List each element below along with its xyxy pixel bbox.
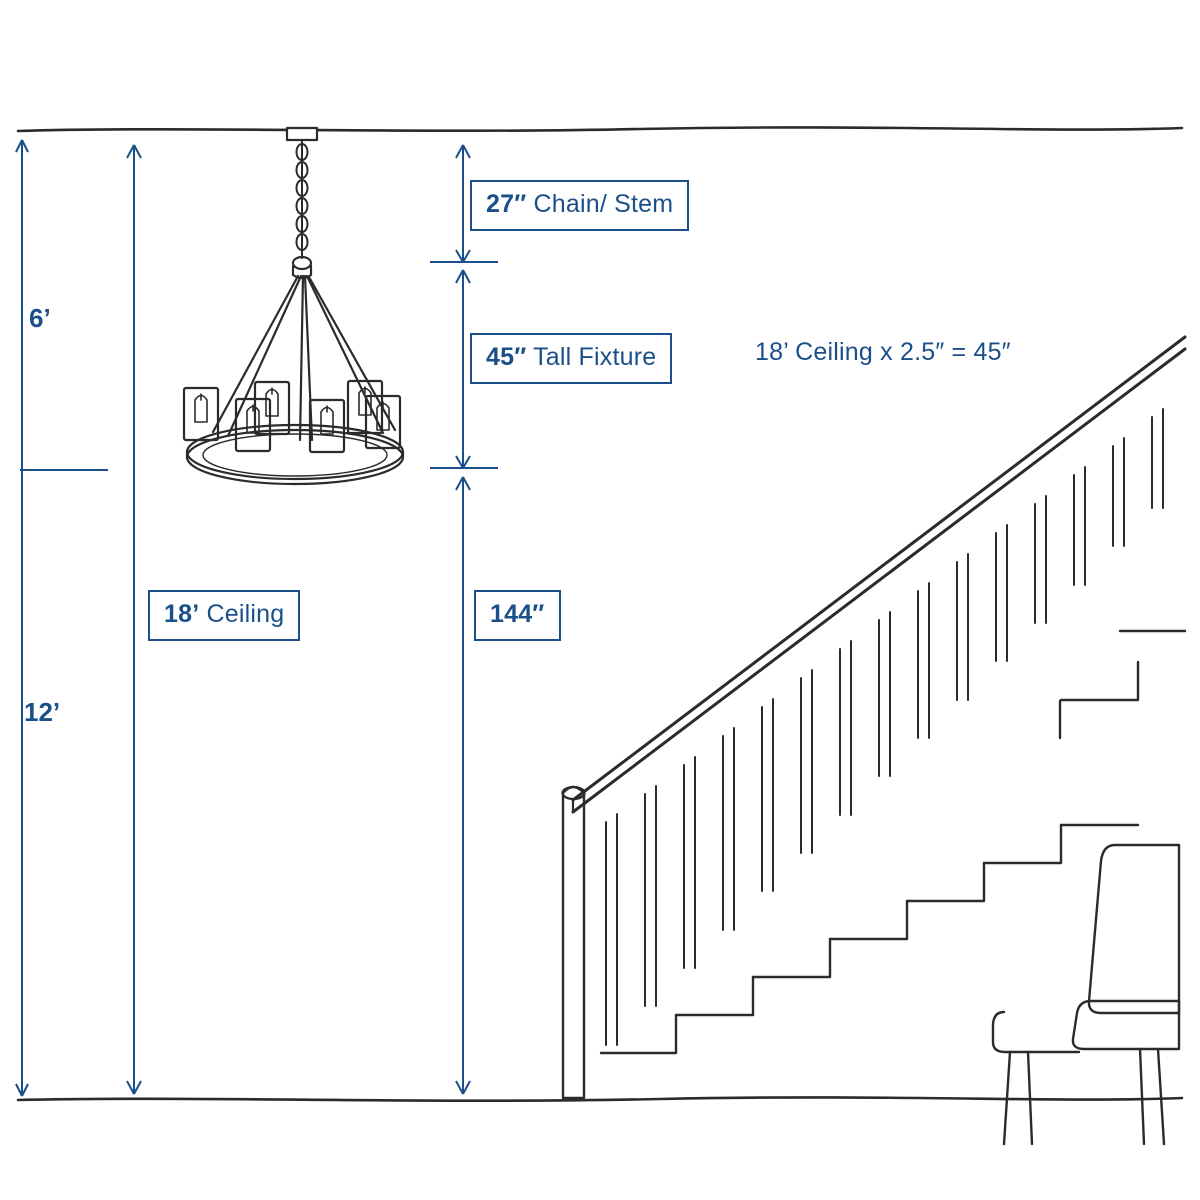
- chain-stem-value: 27″: [486, 190, 527, 218]
- fixture-height-text: Tall Fixture: [526, 343, 657, 371]
- upper-height-label: 6’: [29, 303, 51, 333]
- chain-stem-text: Chain/ Stem: [526, 190, 674, 218]
- fixture-height-label: [470, 333, 672, 384]
- floor-to-fixture-label: [474, 590, 561, 641]
- ceiling-height-value: 18’: [164, 600, 200, 628]
- chain-stem-label: [470, 180, 689, 231]
- floor-to-fixture-value: 144″: [490, 600, 545, 628]
- formula-label: 18’ Ceiling x 2.5″ = 45″: [755, 338, 1011, 366]
- lower-height-label: 12’: [24, 697, 61, 727]
- fixture-height-value: 45″: [486, 343, 527, 371]
- ceiling-height-text: Ceiling: [199, 600, 285, 628]
- ceiling-height-label: [148, 590, 300, 641]
